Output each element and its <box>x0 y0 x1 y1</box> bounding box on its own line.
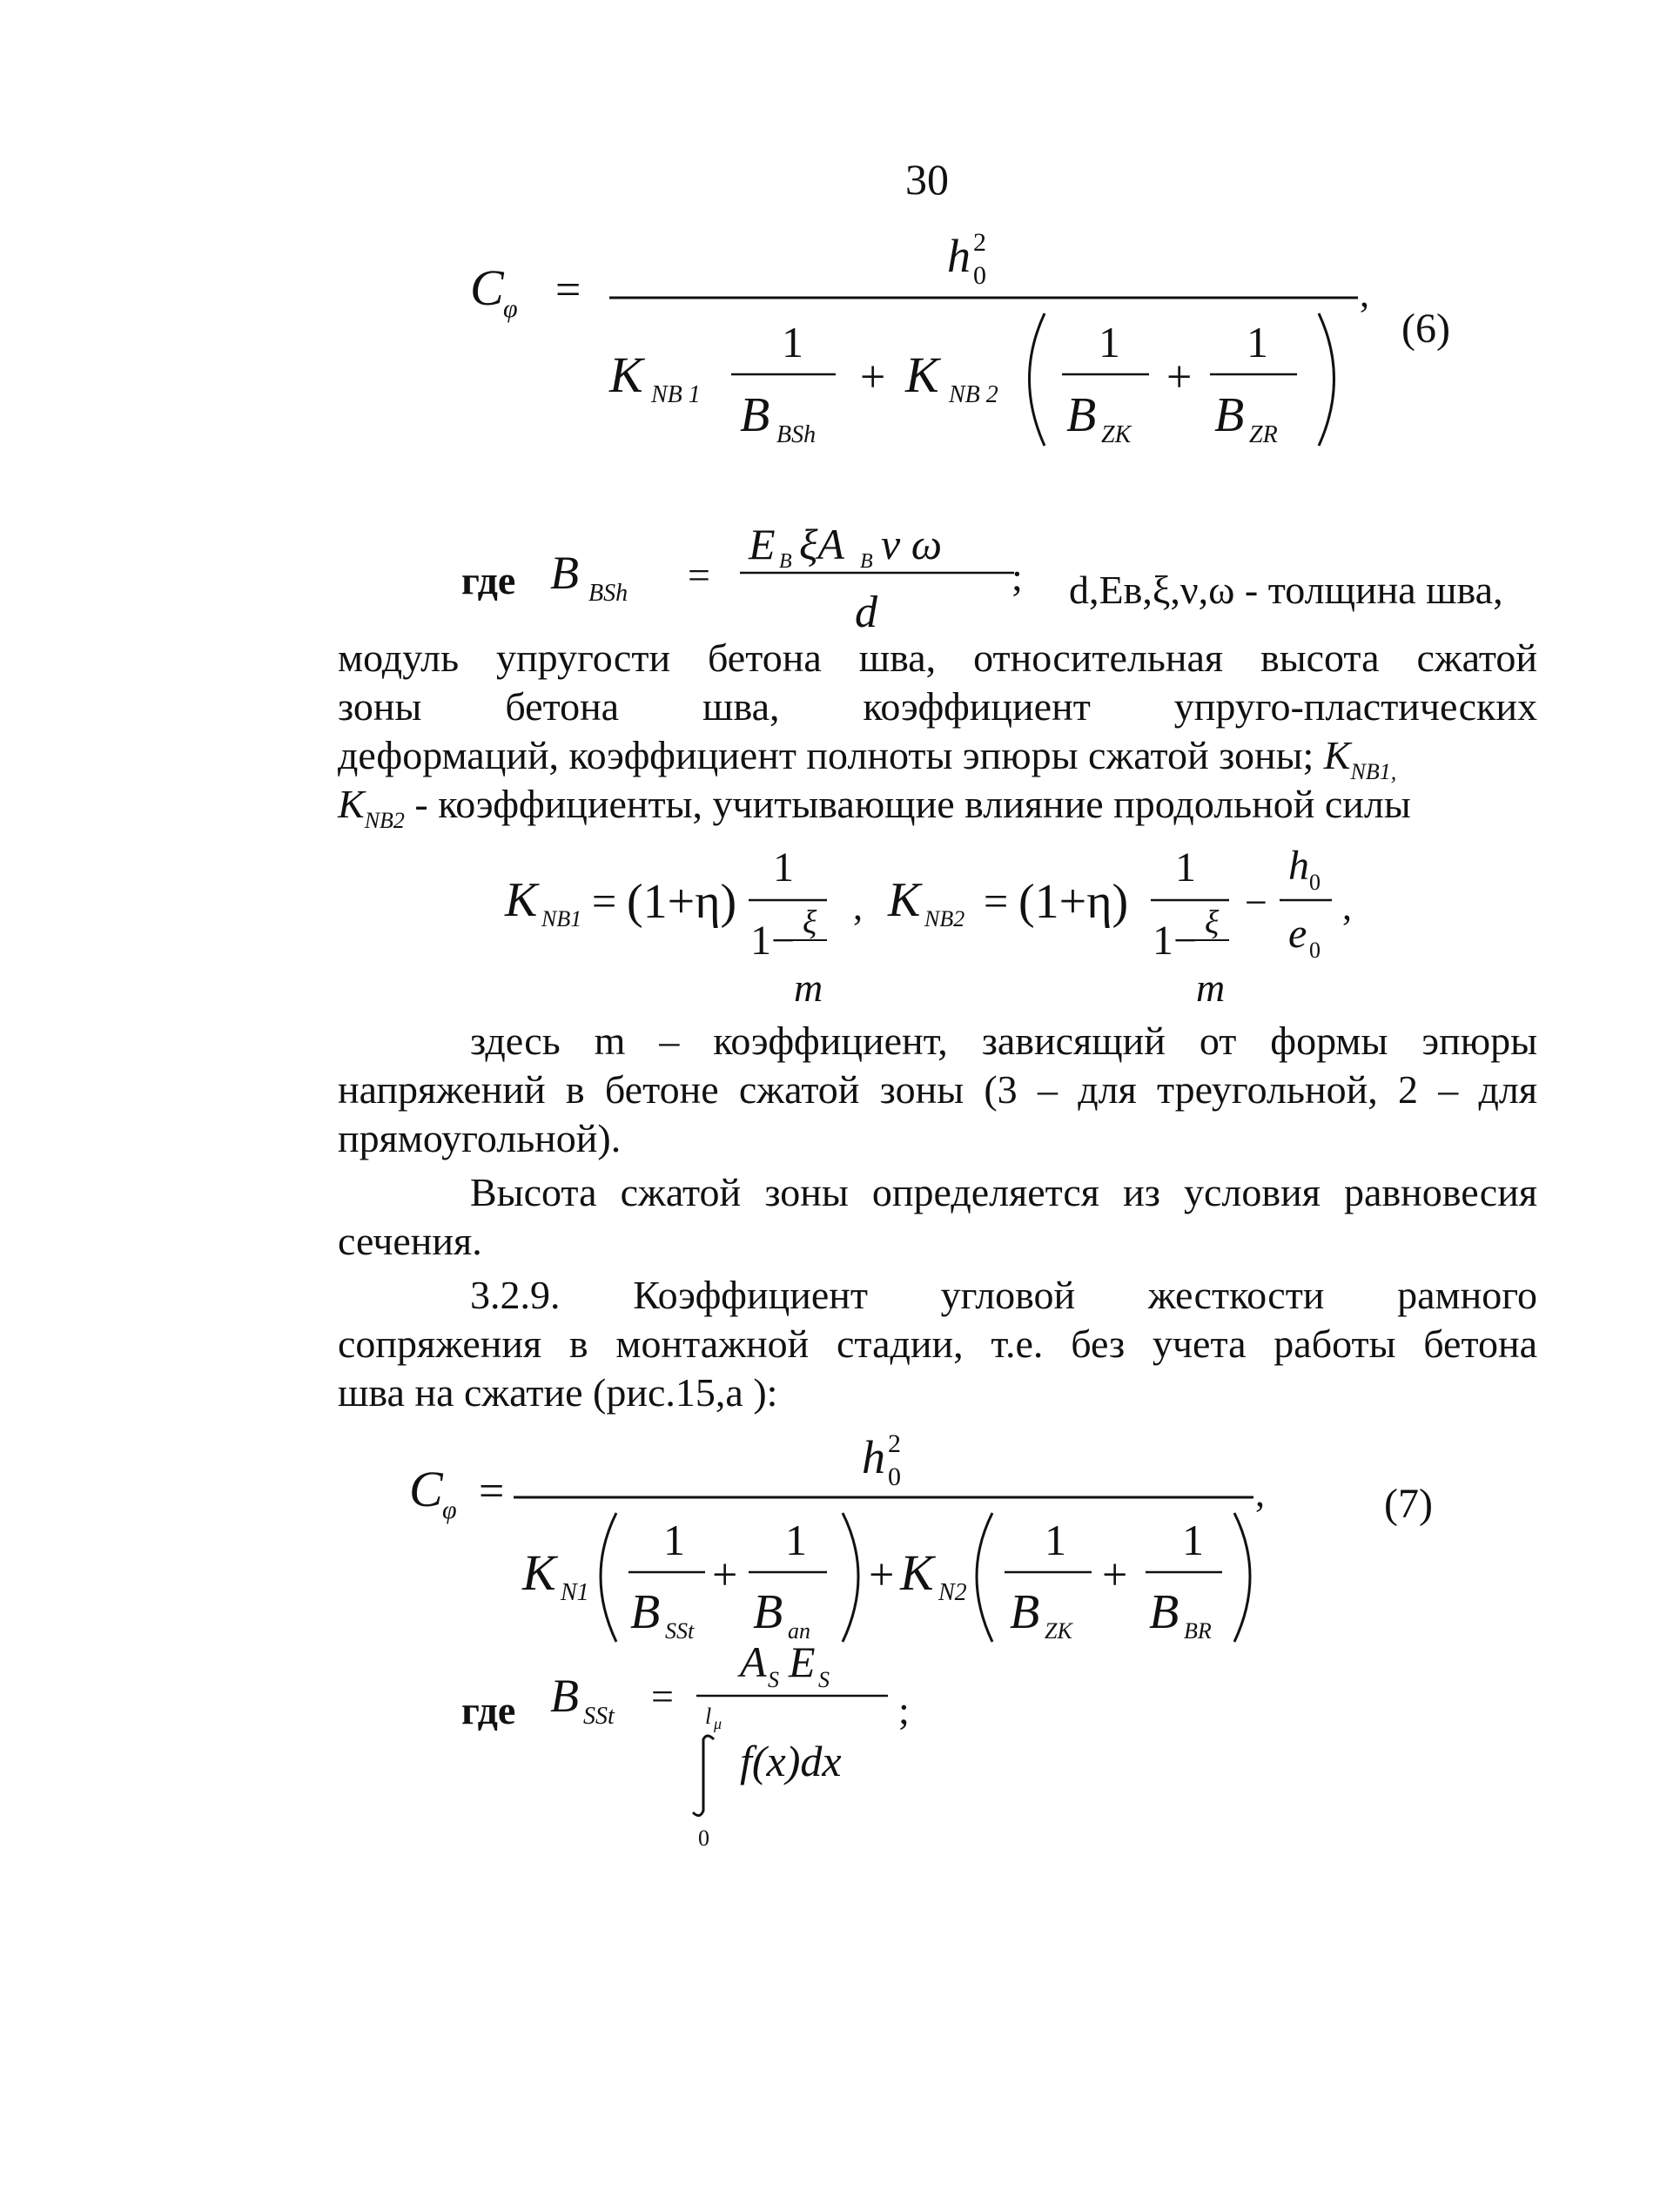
wb-num-xi: ξA <box>799 520 844 568</box>
formula-7 <box>400 1419 1384 1654</box>
wb-num-sub1: B <box>779 550 792 573</box>
f7-one-d: 1 <box>1182 1516 1204 1564</box>
para1-line1: модуль упругости бетона шва, относительная высота сжатой <box>338 635 1537 680</box>
f7-one-a: 1 <box>663 1516 685 1564</box>
f6-bbsh: B <box>740 388 770 442</box>
para1-knb2: K <box>338 782 365 826</box>
formula-6-number: (6) <box>1401 306 1450 352</box>
knb1-comma: , <box>853 885 863 928</box>
f7-num-sup: 2 <box>888 1429 901 1458</box>
f7-right-paren-a <box>843 1513 858 1642</box>
knb2-one-minus: 1− <box>1153 918 1198 964</box>
f6-k2-sub: NB 2 <box>949 381 998 408</box>
wb-num-tail: ν ω <box>881 520 942 568</box>
knb2: K <box>888 873 921 927</box>
f6-lhs-c: C <box>470 259 504 316</box>
f7-right-paren-b <box>1234 1513 1250 1642</box>
knb1-sub: NB1 <box>541 906 582 931</box>
f7-ban-sub: an <box>788 1618 810 1644</box>
ws-b-sub: SSt <box>583 1703 615 1730</box>
ws-equals: = <box>651 1674 674 1718</box>
f6-bzr-sub: ZR <box>1249 421 1278 448</box>
formula-7-number: (7) <box>1384 1481 1433 1527</box>
f7-bzk: B <box>1010 1585 1040 1639</box>
wb-equals: = <box>688 553 710 597</box>
para1-knb1-sub: NB1, <box>1350 759 1397 784</box>
f7-one-c: 1 <box>1045 1516 1066 1564</box>
knb2-e0: e <box>1288 911 1307 957</box>
f6-k1: K <box>609 346 643 403</box>
ws-int-lower: 0 <box>698 1825 709 1851</box>
knb2-factor: (1+η) <box>1018 875 1129 929</box>
where-bbsh-formula <box>453 514 1027 644</box>
f7-lhs-sub: φ <box>442 1496 457 1524</box>
para2-line1: здесь m – коэффициент, зависящий от формы эпюры <box>470 1019 1537 1063</box>
wb-num-e: E <box>749 520 776 568</box>
knb2-minus: − <box>1245 880 1267 924</box>
para1-line2: зоны бетона шва, коэффициент упруго-пластических <box>338 684 1537 729</box>
knb1-one-minus: 1− <box>750 918 796 964</box>
knb1-one: 1 <box>773 844 794 891</box>
f7-lhs-c: C <box>409 1461 443 1517</box>
knb2-h0-sub: 0 <box>1309 870 1321 895</box>
ws-int-upper: l <box>705 1704 712 1729</box>
para4-line1: 3.2.9. Коэффициент угловой жесткости рамного <box>470 1273 1537 1317</box>
knb2-sub: NB2 <box>924 906 965 931</box>
f6-comma: , <box>1360 272 1369 315</box>
f6-k1-sub: NB 1 <box>651 381 701 408</box>
para1-knb2-sub: NB2 <box>364 808 405 833</box>
f6-bzk-sub: ZK <box>1101 421 1132 448</box>
wb-semicolon: ; <box>1011 555 1023 599</box>
f7-bsst: B <box>630 1585 661 1639</box>
f7-num-sub: 0 <box>888 1462 901 1491</box>
knb-formula <box>496 836 1401 1027</box>
f7-plus-b: + <box>869 1550 895 1600</box>
f6-one-a: 1 <box>782 318 803 366</box>
formula-6 <box>453 218 1497 470</box>
f7-k2-sub: N2 <box>938 1579 967 1606</box>
wb-b-sub: BSh <box>588 580 628 607</box>
f6-equals: = <box>555 266 581 315</box>
f7-k1: K <box>522 1544 556 1601</box>
para2-line2: напряжений в бетоне сжатой зоны (3 – для треугольной, 2 – для <box>338 1067 1537 1112</box>
knb1-equals: = <box>592 877 617 925</box>
para3-line1: Высота сжатой зоны определяется из условия равновесия <box>470 1170 1537 1214</box>
f6-one-b: 1 <box>1099 318 1120 366</box>
f6-bzr: B <box>1214 388 1245 442</box>
f6-plus-b: + <box>1166 353 1193 402</box>
ws-int-upper-sub: μ <box>714 1715 722 1732</box>
wb-den-d: d <box>855 588 877 637</box>
knb2-h0: h <box>1288 843 1309 889</box>
f7-left-paren-b <box>977 1513 992 1642</box>
f7-left-paren-a <box>601 1513 616 1642</box>
knb2-m: m <box>1196 965 1226 1010</box>
f6-lhs-sub: φ <box>503 294 518 323</box>
para1-line3 <box>338 731 1537 786</box>
f7-k1-sub: N1 <box>561 1579 589 1606</box>
para1-knb1: K <box>1323 733 1351 777</box>
f6-bzk: B <box>1066 388 1097 442</box>
ws-integrand: f(x)dx <box>740 1737 842 1785</box>
gde-label-1: где <box>461 558 516 602</box>
ws-num-a: A <box>740 1637 767 1686</box>
knb2-equals: = <box>984 877 1009 925</box>
para4-line3: шва на сжатие (рис.15,а ): <box>338 1370 778 1415</box>
knb1: K <box>505 873 538 927</box>
wb-b: B <box>550 547 579 599</box>
ws-num-e: E <box>789 1637 816 1686</box>
f6-num-h: h <box>947 230 971 282</box>
f7-one-b: 1 <box>785 1516 807 1564</box>
f6-bbsh-sub: BSh <box>776 421 817 448</box>
para1-line3-text: деформаций, коэффициент полноты эпюры сжатой зоны; <box>338 733 1314 777</box>
f7-bsst-sub: SSt <box>665 1618 695 1644</box>
ws-integral-sign <box>693 1736 714 1816</box>
ws-num-sub1: S <box>768 1667 779 1692</box>
knb1-factor: (1+η) <box>627 875 737 929</box>
wb-num-sub2: B <box>860 550 873 573</box>
knb1-xi: ξ <box>803 904 817 941</box>
ws-num-sub2: S <box>818 1667 830 1692</box>
f7-bbr-sub: BR <box>1184 1618 1212 1644</box>
ws-b: B <box>550 1670 579 1722</box>
f7-equals: = <box>479 1467 505 1516</box>
f7-bbr: B <box>1149 1585 1179 1639</box>
gde-label-2: где <box>461 1688 516 1732</box>
knb2-one: 1 <box>1175 844 1196 891</box>
knb2-e0-sub: 0 <box>1309 938 1321 963</box>
knb1-m: m <box>794 965 823 1010</box>
knb2-comma: , <box>1342 885 1352 928</box>
where-bsst-formula <box>453 1637 940 1863</box>
page-number: 30 <box>905 155 949 204</box>
f6-k2: K <box>905 346 939 403</box>
f7-comma: , <box>1255 1472 1265 1515</box>
f7-plus-a: + <box>712 1550 738 1600</box>
f6-num-sup: 2 <box>973 228 986 257</box>
f6-left-paren <box>1030 313 1045 446</box>
para3-line2: сечения. <box>338 1219 482 1263</box>
where1-vars-text: d,Eв,ξ,ν,ω - толщина шва, <box>1069 568 1503 612</box>
f7-bzk-sub: ZK <box>1045 1618 1072 1644</box>
f7-num-h: h <box>862 1431 885 1483</box>
f6-right-paren <box>1319 313 1334 446</box>
f6-num-sub: 0 <box>973 261 986 290</box>
para4-line2: сопряжения в монтажной стадии, т.е. без учета работы бетона <box>338 1321 1537 1366</box>
f6-plus-a: + <box>860 353 886 402</box>
f6-one-c: 1 <box>1247 318 1268 366</box>
f7-ban: B <box>753 1585 783 1639</box>
knb2-xi: ξ <box>1205 904 1220 941</box>
para1-line4 <box>338 780 1411 835</box>
para2-line3: прямоугольной). <box>338 1116 622 1160</box>
ws-semicolon: ; <box>898 1688 910 1732</box>
f7-plus-c: + <box>1102 1550 1128 1600</box>
para1-line4-text: - коэффициенты, учитывающие влияние продольной силы <box>414 782 1411 826</box>
f7-k2: K <box>900 1544 934 1601</box>
